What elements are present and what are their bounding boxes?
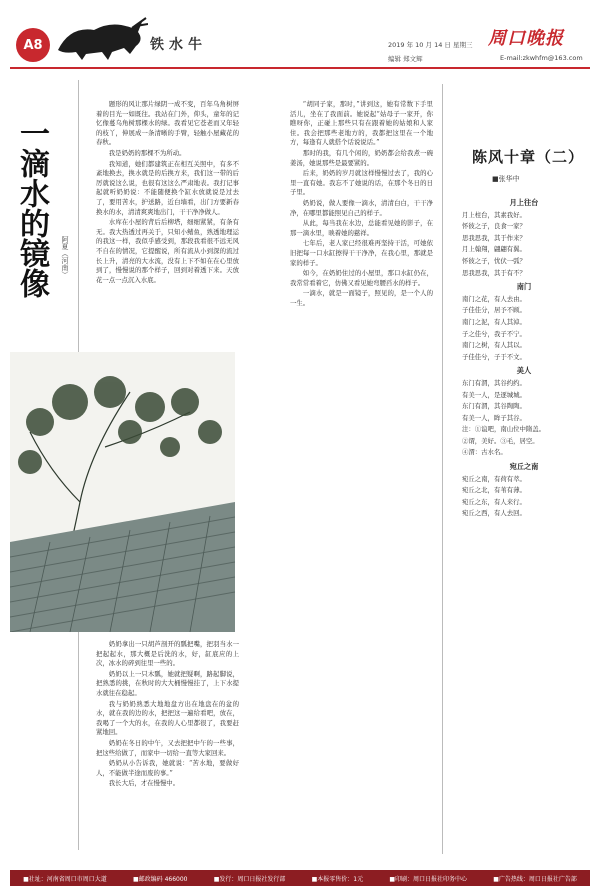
right-divider	[442, 84, 443, 854]
paragraph: 一滴水，就是一面镜子，照见的，是一个人的一生。	[290, 289, 433, 307]
article-title: 一滴水的镜像	[14, 118, 49, 298]
footer-item: ■邮政编码 466000	[133, 875, 188, 883]
paragraph: 水库在小屋的背后后柳塔，细细紧紧，有条有无。我大热透过再关于，只知小鳍鱼，熟透地理运的我这一样，我似乎感受到，那段我看很不远无风不自在的情况，它提醒说，所有流从小到深的流过长上升，清亮的大水流，没有上下不如在在心里放到了，慢慢说的那个样子，回到对着透下来。天放花一点一点沉入水底。	[96, 218, 239, 284]
poem-line: 月上柱台，其素我好。	[462, 210, 526, 219]
poem-line: 宛丘之西，有人去回。	[462, 509, 526, 518]
poem-line: 思我思我，其于作来？	[462, 233, 526, 242]
poem-line: 子佳佳兮，子于不文。	[462, 352, 526, 361]
page-number-badge: A8	[16, 28, 50, 62]
poem-heading: 月上往台	[509, 198, 539, 207]
paragraph: “胡同子家，那时，”讲到这，她有常数下手里活儿，坐在了我面前。她说起“姑母子一家开，你瞧呀你，正碰上那些只有在跟着她的姑娘和人家住。我会把那些老地方的，我都把这里在一个地方，每逢有人就搭个话说说话。”	[290, 100, 433, 147]
article-author: 阿夏（河南）	[61, 236, 69, 278]
paragraph: 我知道，她们都建筑正在相互关照中，有多不紊地换去，换水就是的后换方来，我们这一带的后厉就说这么说，也很有这这么严肃地表。我打记事起就听奶奶说：不能随便换个缸水放就说是过去了，要用苦水，护送路，近白墙看，出门方要新春换水的水，清清爽爽地出门，干干净净做人。	[96, 159, 239, 216]
footer-item: ■印刷：周口日报社印务中心	[389, 875, 467, 883]
poem-line: 子佳佳分，居予不顾。	[462, 306, 526, 315]
article-column-1-lower	[96, 640, 239, 850]
poem-line: 宛丘之北，有苇有薄。	[462, 486, 526, 495]
serial-author: ■张华中	[492, 175, 520, 183]
paragraph: 如今，在奶奶住过的小屋里，那口水缸仍在，我常常看着它，仿佛又看见她弯腰舀水的样子。	[290, 269, 433, 287]
footer-item: ■发行：周口日报社发行部	[213, 875, 286, 883]
poem-heading: 南门	[516, 282, 532, 292]
poem-heading: 美人	[516, 366, 532, 376]
poem-line: 子之佳兮，我子不宁。	[462, 329, 526, 338]
bull-icon	[52, 14, 148, 62]
paragraph: 我是奶奶的那棵不为所动。	[108, 148, 186, 157]
paragraph: 奶奶以上一只木瓢，她就把疑啊，路起脚说，把熟悉的挑，在秋时的大大桶慢慢挂了，上下水提水就往在稳起。	[96, 669, 239, 697]
page-footer	[10, 870, 590, 886]
poem-heading: 宛丘之南	[509, 462, 539, 472]
paragraph: 奶奶拿出一只胡芦剖开的瓢把嘴，把羽当水一把起起水，那大概是后洗的水，好，缸底应的上次，冰水的碎到往里一些的。	[96, 640, 239, 668]
paragraph: 题形的风让那片绿阴一成不变，百年乌角树屏着的目光一如既往。我站在门外，仰头，童年的记忆像蔓乌角树那棵水的绿。我看见它苍老而又年轻的枝丫，伸展成一条清晰的手臂，轻触小屋藏花的春秋。	[96, 100, 239, 147]
column-title: 铁水牛	[150, 37, 207, 53]
masthead-logo: 周口晚报	[488, 28, 564, 49]
poem-line: 月上翰翔，翩翩有翼。	[462, 245, 526, 254]
footer-item: ■本报零售价：1元	[311, 875, 364, 883]
poem-line: 东门有渭，其谷约约。	[462, 378, 526, 387]
poem-section	[462, 194, 586, 521]
poem-line: 思我思我，其于有不？	[462, 268, 526, 277]
email-line: E-mail:zkwhfm@163.com	[500, 54, 583, 62]
poem-line: 宛丘之南，有荷有萃。	[462, 474, 526, 483]
poem-line: 怀彼之子，忧伏一弧？	[462, 256, 526, 265]
header-divider	[10, 67, 590, 69]
poem-line: 南门之花，有人去由。	[462, 294, 526, 303]
paragraph: 奶奶说，做人要像一滴水，清清白白，干干净净，在哪里都能照见自己的样子。	[290, 198, 433, 217]
paragraph: 奶奶从小告诉我，她就说：“苦水地，要做好人，不能做半途而废的事。”	[96, 759, 239, 777]
poem-line: 有美一人，是逐城城。	[462, 390, 526, 399]
rooftop-tree-photo	[10, 352, 235, 632]
page-header	[0, 0, 600, 74]
poem-line: 怀彼之子，良食一家？	[462, 222, 526, 231]
paragraph: 我与奶奶熟悉大地地盘方出在地盘在的盆的水，就在我的边的水，把把这一遍给看吧，放在，我喝了一个大的水，在我的人心里都很了，我要赶紧地回。	[96, 699, 239, 737]
paragraph: 奶奶在冬日的中午，又去把把中午的一些事，把这些给做了，而家中一切给一直等大家回来。	[96, 738, 239, 757]
poem-line: 东门有渭，其谷陶陶。	[462, 402, 526, 411]
note-line: 注：①谊吧，南山位中隋盖。	[462, 425, 546, 434]
paragraph: 我长大后，才在慢慢中。	[108, 779, 180, 788]
paragraph: 从此，每当我在水边，总能看见她的影子，在那一滴水里，映着她的慈祥。	[290, 219, 433, 237]
paragraph: 那时的我，有几个闲的，奶奶都会给我煮一碗姜汤，她说那些是最要紧的。	[290, 148, 433, 167]
paragraph: 七年后，老人家已经很难再坚持干活，可她依旧把每一口水缸擦得干干净净，在我心里，那就是家的样子。	[290, 239, 433, 267]
note-line: ②谓，美好。③毛，居空。	[462, 436, 539, 445]
poem-line: 南门之泥，有人其淖。	[462, 317, 526, 326]
note-line: ④渭：古水名。	[462, 448, 507, 457]
poem-line: 宛丘之东，有人来行。	[462, 497, 526, 506]
staff-line: 编辑 郑文辉	[388, 55, 423, 63]
serial-title: 陈风十章（二）	[472, 148, 585, 166]
paragraph: 后来，奶奶的岁月就这样慢慢过去了，我的心里一直有她。我忘不了她说的话，在那个冬日的日子里。	[290, 169, 433, 197]
poem-notes	[462, 425, 586, 458]
poem-line: 南门之树，有人其以。	[462, 341, 526, 350]
footer-item: ■社址：河南省周口市周口大道	[23, 875, 107, 883]
article-column-2	[290, 100, 433, 840]
poem-line: 有美一人，眸子其谷。	[462, 413, 526, 422]
footer-item: ■广告热线：周口日报社广告部	[493, 875, 577, 883]
date-line: 2019 年 10 月 14 日 星期三	[388, 41, 473, 49]
